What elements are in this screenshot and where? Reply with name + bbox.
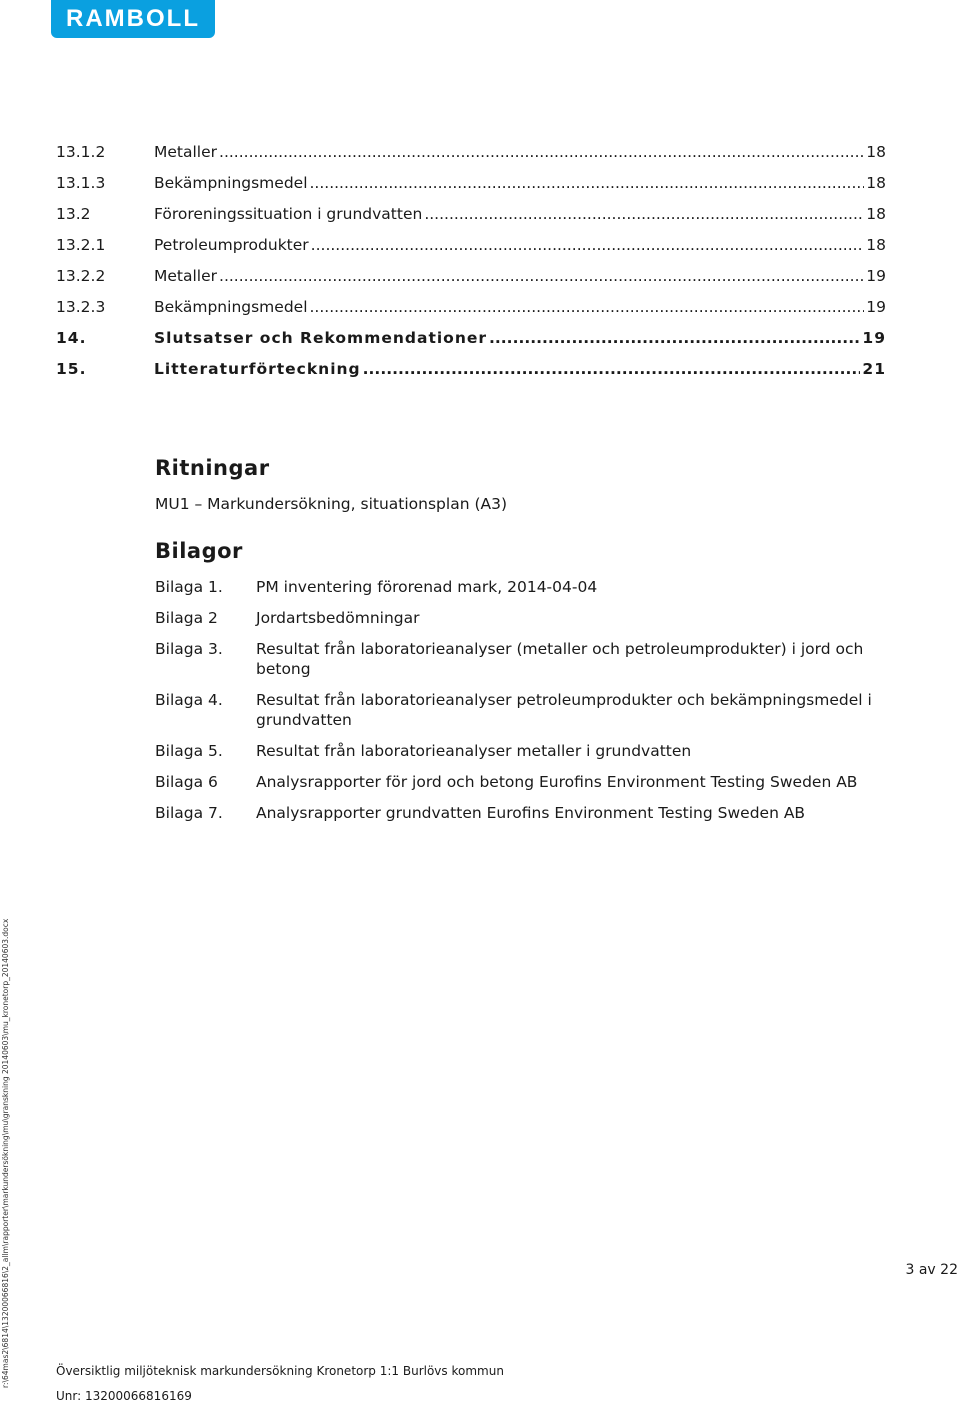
toc-title: Metaller: [154, 143, 218, 161]
toc-leader-dots: [310, 174, 865, 192]
appendix-text: PM inventering förorenad mark, 2014-04-04: [256, 578, 598, 596]
appendix-label: Bilaga 2: [155, 609, 218, 627]
appendix-text: Resultat från laboratorieanalyser metaller i grundvatten: [256, 742, 692, 760]
toc-number: 13.1.3: [56, 174, 106, 192]
bilagor-heading: Bilagor: [155, 539, 243, 563]
toc-page: 18: [866, 205, 886, 223]
toc-row-major[interactable]: [56, 329, 886, 360]
toc-row[interactable]: [56, 267, 886, 298]
toc-page: 18: [866, 143, 886, 161]
appendix-text: Resultat från laboratorieanalyser (metaller och petroleumprodukter) i jord och betong: [256, 640, 864, 678]
toc-number: 13.2.3: [56, 298, 106, 316]
drawing-item: MU1 – Markundersökning, situationsplan (A3): [155, 495, 508, 513]
toc-leader-dots: [489, 329, 860, 347]
toc-leader-dots: [311, 236, 865, 254]
footer-title: Översiktlig miljöteknisk markundersökning Kronetorp 1:1 Burlövs kommun: [56, 1364, 504, 1378]
toc-page: 19: [866, 298, 886, 316]
footer-unr: Unr: 13200066816169: [56, 1389, 192, 1403]
toc-number: 13.1.2: [56, 143, 106, 161]
appendix-item: [155, 577, 915, 597]
toc-title: Föroreningssituation i grundvatten: [154, 205, 423, 223]
appendix-label: Bilaga 1.: [155, 578, 223, 596]
appendix-item: [155, 639, 915, 679]
toc-row[interactable]: [56, 236, 886, 267]
appendix-label: Bilaga 7.: [155, 804, 223, 822]
appendix-text: Analysrapporter grundvatten Eurofins Environment Testing Sweden AB: [256, 804, 806, 822]
toc-title: Slutsatser och Rekommendationer: [154, 329, 488, 347]
appendix-item: [155, 772, 915, 792]
toc-leader-dots: [310, 298, 865, 316]
appendix-label: Bilaga 3.: [155, 640, 223, 658]
toc-number: 13.2.2: [56, 267, 106, 285]
toc-title: Bekämpningsmedel: [154, 174, 308, 192]
appendix-item: [155, 741, 915, 761]
toc-row[interactable]: [56, 298, 886, 329]
appendix-label: Bilaga 6: [155, 773, 218, 791]
appendix-label: Bilaga 5.: [155, 742, 223, 760]
table-of-contents: [56, 143, 886, 391]
toc-row[interactable]: [56, 205, 886, 236]
toc-number: 13.2: [56, 205, 91, 223]
appendix-text: Resultat från laboratorieanalyser petroleumprodukter och bekämpningsmedel i grundvatten: [256, 691, 872, 729]
page-number: 3 av 22: [905, 1262, 958, 1278]
toc-row[interactable]: [56, 174, 886, 205]
appendix-item: [155, 608, 915, 628]
toc-page: 18: [866, 236, 886, 254]
appendix-text: Jordartsbedömningar: [256, 609, 420, 627]
toc-leader-dots: [424, 205, 864, 223]
appendix-item: [155, 803, 915, 823]
toc-number: 13.2.1: [56, 236, 106, 254]
logo-text: RAMBOLL: [66, 5, 200, 32]
toc-page: 19: [866, 267, 886, 285]
appendix-label: Bilaga 4.: [155, 691, 223, 709]
toc-leader-dots: [219, 143, 864, 161]
toc-page: 19: [862, 329, 886, 347]
appendix-item: [155, 690, 915, 730]
toc-page: 21: [862, 360, 886, 378]
appendix-text: Analysrapporter för jord och betong Eurofins Environment Testing Sweden AB: [256, 773, 858, 791]
file-path-vertical: r:\64mas2\6814\13200066816\2_allm\rapporter\markundersökning\mu\granskning 20140603\mu_kronetorp_20140603.docx: [1, 918, 10, 1388]
toc-title: Metaller: [154, 267, 218, 285]
toc-page: 18: [866, 174, 886, 192]
toc-title: Litteraturförteckning: [154, 360, 361, 378]
toc-number: 15.: [56, 360, 87, 378]
ritningar-heading: Ritningar: [155, 456, 270, 480]
toc-row-major[interactable]: [56, 360, 886, 391]
appendix-list: [155, 577, 915, 823]
toc-row[interactable]: [56, 143, 886, 174]
toc-leader-dots: [363, 360, 861, 378]
toc-title: Bekämpningsmedel: [154, 298, 308, 316]
toc-number: 14.: [56, 329, 87, 347]
toc-leader-dots: [219, 267, 864, 285]
ramboll-logo: [51, 0, 215, 38]
toc-title: Petroleumprodukter: [154, 236, 309, 254]
